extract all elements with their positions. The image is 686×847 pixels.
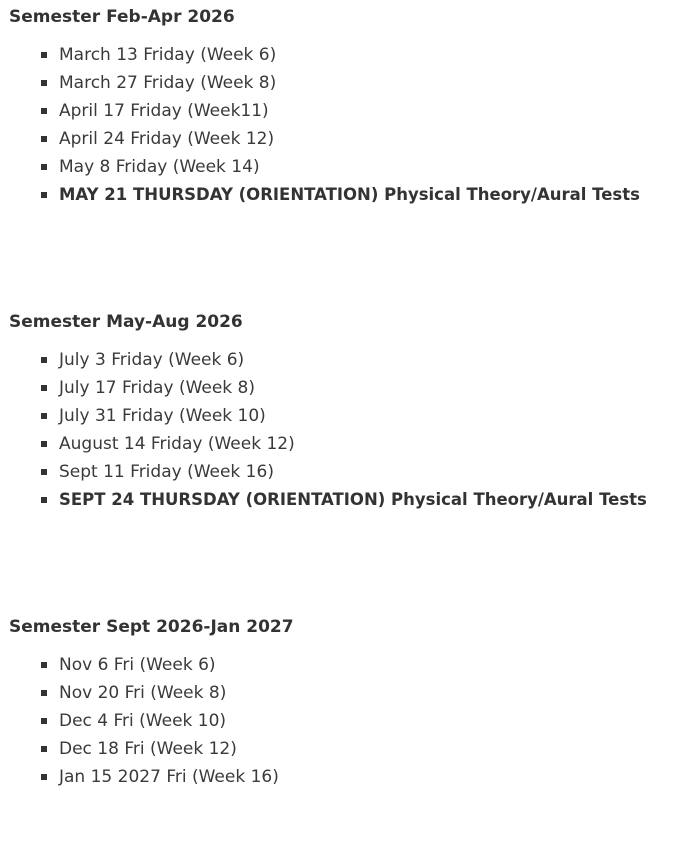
list-item-text: April 24 Friday (Week 12) bbox=[59, 129, 275, 149]
bullet-square-icon bbox=[41, 80, 47, 86]
semester-title: Semester May-Aug 2026 bbox=[9, 312, 243, 332]
date-list bbox=[9, 340, 647, 520]
semester-title: Semester Sept 2026-Jan 2027 bbox=[9, 617, 294, 637]
bullet-square-icon bbox=[41, 136, 47, 142]
list-item-text: Nov 6 Fri (Week 6) bbox=[59, 655, 216, 675]
bullet-square-icon bbox=[41, 108, 47, 114]
list-item-text: April 17 Friday (Week11) bbox=[59, 101, 269, 121]
list-item-text: March 27 Friday (Week 8) bbox=[59, 73, 277, 93]
semester-title: Semester Feb-Apr 2026 bbox=[9, 7, 235, 27]
bullet-square-icon bbox=[41, 746, 47, 752]
bullet-square-icon bbox=[41, 441, 47, 447]
bullet-square-icon bbox=[41, 774, 47, 780]
list-item-text: May 8 Friday (Week 14) bbox=[59, 157, 260, 177]
bullet-square-icon bbox=[41, 497, 47, 503]
list-item-text: MAY 21 THURSDAY (ORIENTATION) Physical Theory/Aural Tests bbox=[59, 185, 640, 204]
bullet-square-icon bbox=[41, 385, 47, 391]
bullet-square-icon bbox=[41, 718, 47, 724]
list-item-text: July 31 Friday (Week 10) bbox=[59, 406, 266, 426]
list-item-text: SEPT 24 THURSDAY (ORIENTATION) Physical Theory/Aural Tests bbox=[59, 490, 647, 509]
bullet-square-icon bbox=[41, 164, 47, 170]
bullet-square-icon bbox=[41, 192, 47, 198]
bullet-square-icon bbox=[41, 52, 47, 58]
date-list bbox=[9, 35, 640, 215]
bullet-square-icon bbox=[41, 357, 47, 363]
bullet-square-icon bbox=[41, 662, 47, 668]
list-item-text: August 14 Friday (Week 12) bbox=[59, 434, 295, 454]
list-item bbox=[9, 757, 294, 797]
semester-section bbox=[9, 617, 294, 797]
list-item-text: Jan 15 2027 Fri (Week 16) bbox=[59, 767, 279, 787]
semester-section bbox=[9, 7, 640, 215]
list-item-text: Dec 4 Fri (Week 10) bbox=[59, 711, 227, 731]
list-item-text: Sept 11 Friday (Week 16) bbox=[59, 462, 274, 482]
orientation-list-item bbox=[9, 480, 647, 520]
semester-section bbox=[9, 312, 647, 520]
list-item-text: March 13 Friday (Week 6) bbox=[59, 45, 277, 65]
list-item-text: July 3 Friday (Week 6) bbox=[59, 350, 245, 370]
list-item-text: Nov 20 Fri (Week 8) bbox=[59, 683, 227, 703]
orientation-list-item bbox=[9, 175, 640, 215]
list-item-text: Dec 18 Fri (Week 12) bbox=[59, 739, 237, 759]
bullet-square-icon bbox=[41, 469, 47, 475]
bullet-square-icon bbox=[41, 690, 47, 696]
date-list bbox=[9, 645, 294, 797]
list-item-text: July 17 Friday (Week 8) bbox=[59, 378, 255, 398]
bullet-square-icon bbox=[41, 413, 47, 419]
